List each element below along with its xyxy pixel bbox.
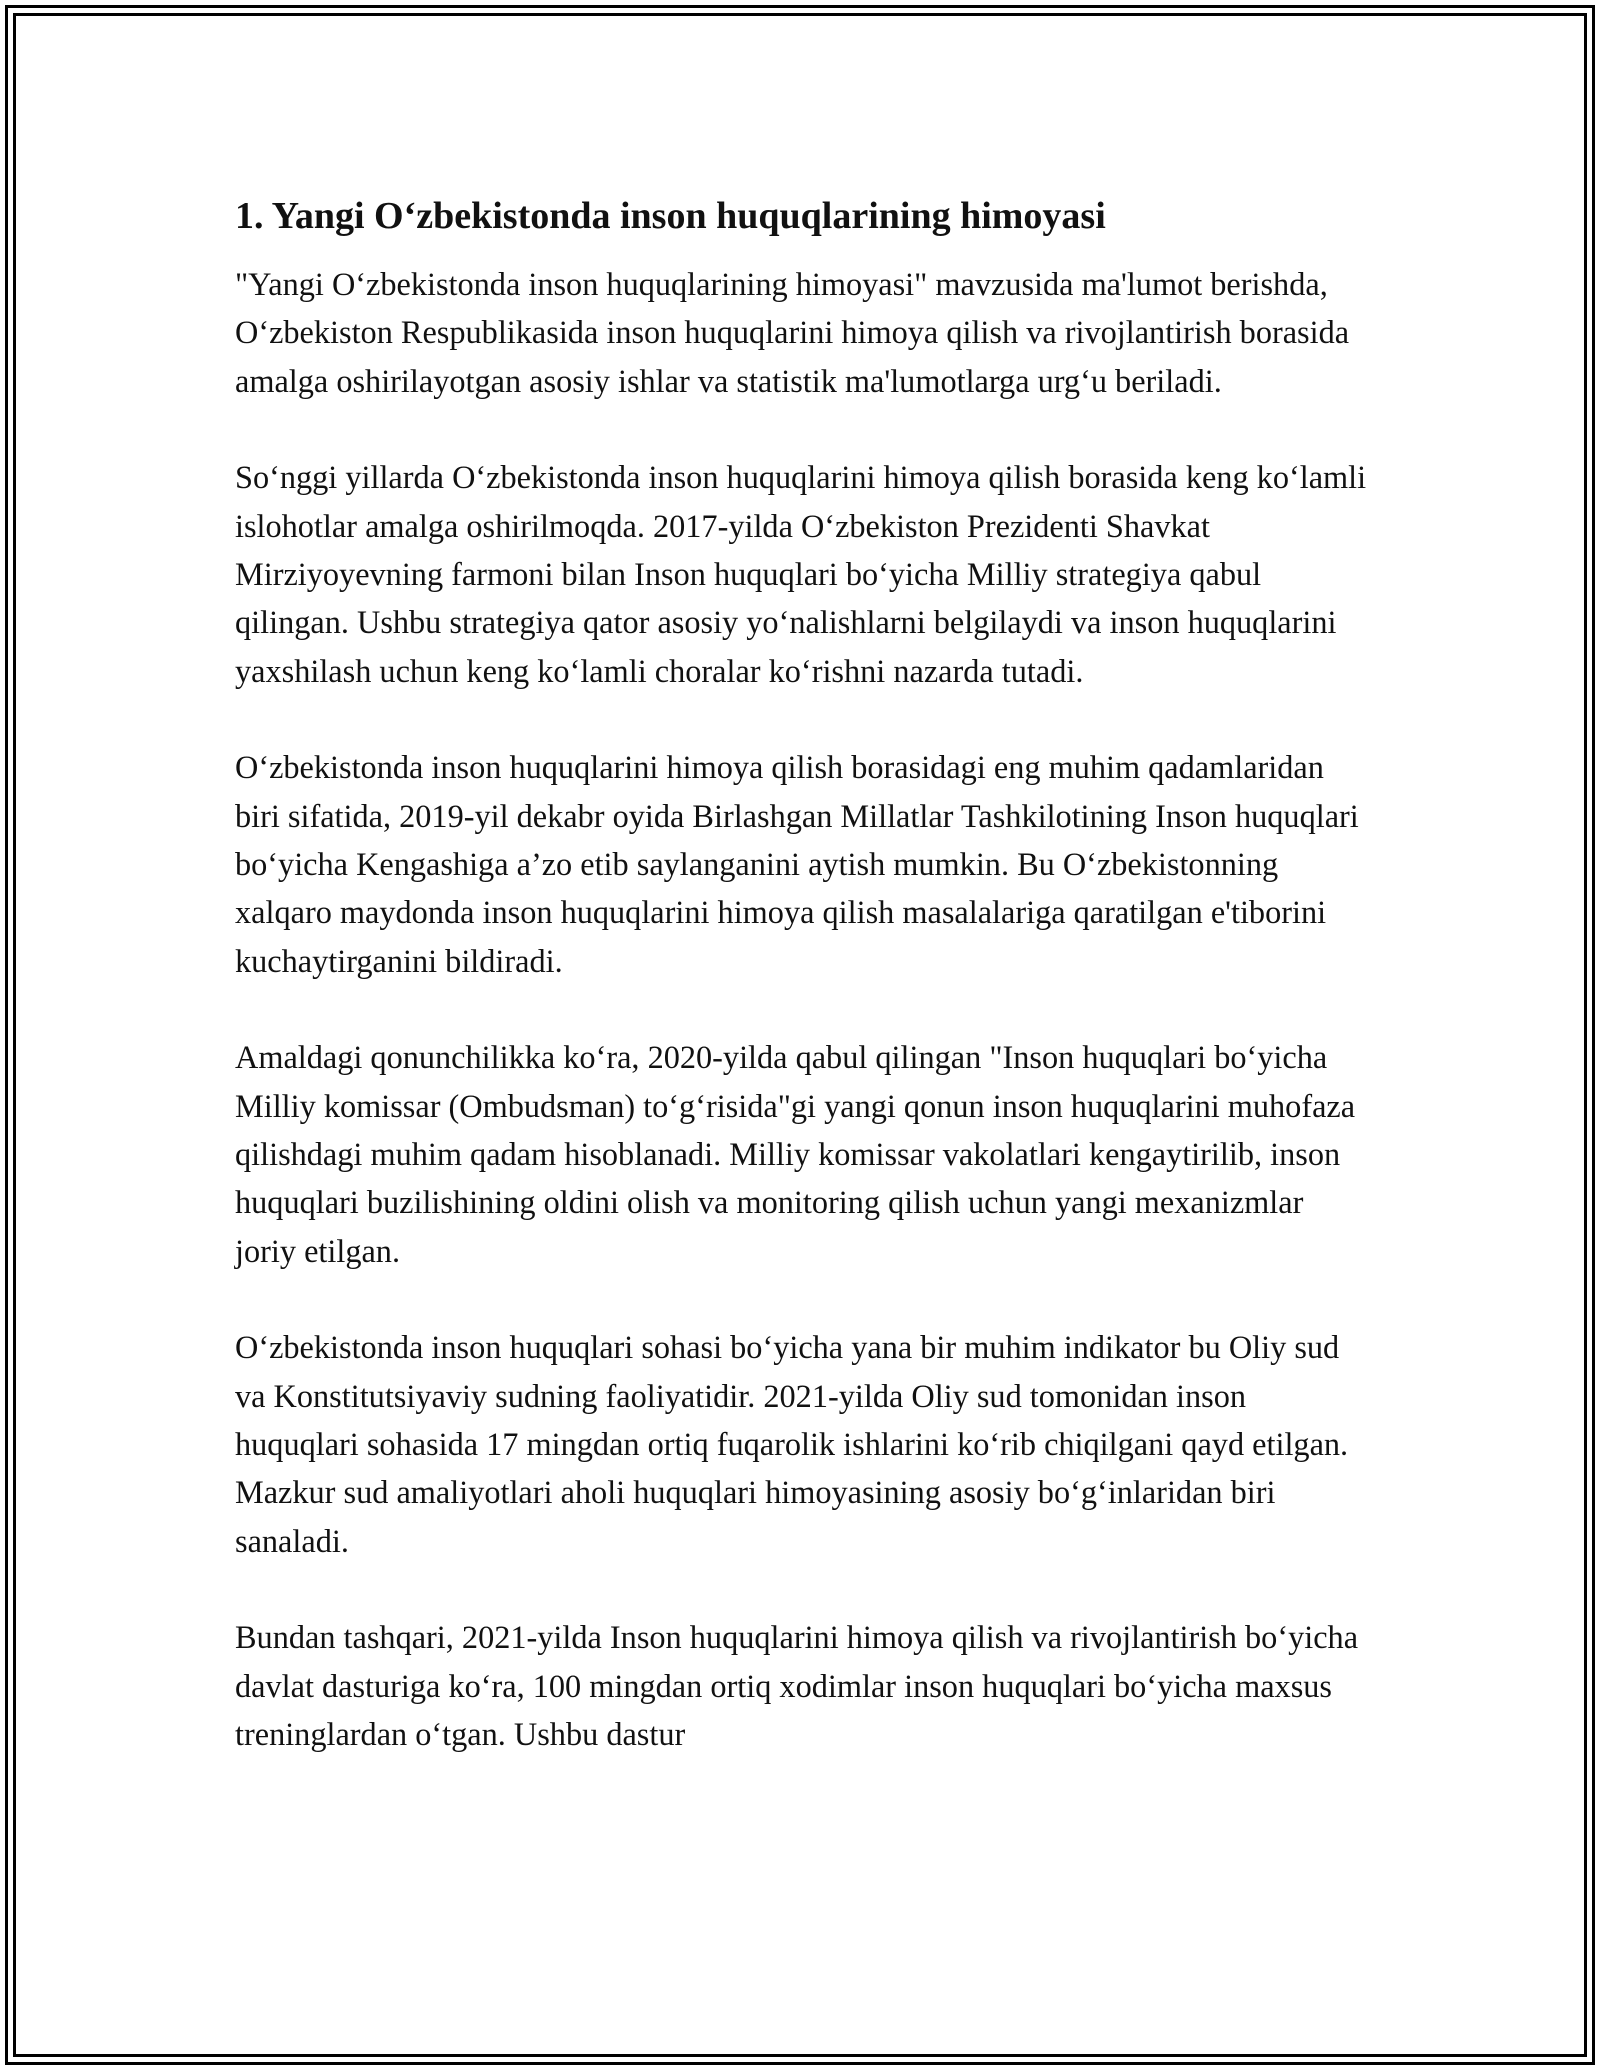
paragraph-1: "Yangi O‘zbekistonda inson huquqlarining himoyasi" mavzusida ma'lumot berishda, O‘zbekiston Respublikasida inson huquqlarini himoya qilish va rivojlantirish borasida amalga oshirilayotgan asosiy ishlar va statistik ma'lumotlarga urg‘u beriladi. — [235, 266, 1350, 399]
document-body — [235, 182, 1370, 1758]
paragraph-2: So‘nggi yillarda O‘zbekistonda inson huquqlarini himoya qilish borasida keng ko‘lamli islohotlar amalga oshirilmoqda. 2017-yilda O‘zbekiston Prezidenti Shavkat Mirziyoyevning farmoni bilan Inson huquqlari bo‘yicha Milliy strategiya qabul qilingan. Ushbu strategiya qator asosiy yo‘nalishlarni belgilaydi va inson huquqlarini yaxshilash uchun keng ko‘lamli choralar ko‘rishni nazarda tutadi. — [235, 459, 1367, 689]
paragraph-5: O‘zbekistonda inson huquqlari sohasi bo‘yicha yana bir muhim indikator bu Oliy sud va Konstitutsiyaviy sudning faoliyatidir. 2021-yilda Oliy sud tomonidan inson huquqlari sohasida 17 mingdan ortiq fuqarolik ishlarini ko‘rib chiqilgani qayd etilgan. Mazkur sud amaliyotlari aholi huquqlari himoyasining asosiy bo‘g‘inlaridan biri sanaladi. — [235, 1329, 1349, 1559]
paragraph-3: O‘zbekistonda inson huquqlarini himoya qilish borasidagi eng muhim qadamlaridan biri sifatida, 2019-yil dekabr oyida Birlashgan Millatlar Tashkilotining Inson huquqlari bo‘yicha Kengashiga a’zo etib saylanganini aytish mumkin. Bu O‘zbekistonning xalqaro maydonda inson huquqlarini himoya qilish masalalariga qaratilgan e'tiborini kuchaytirganini bildiradi. — [235, 749, 1359, 979]
section-heading: 1. Yangi O‘zbekistonda inson huquqlarining himoyasi — [235, 195, 1106, 237]
paragraph-6: Bundan tashqari, 2021-yilda Inson huquqlarini himoya qilish va rivojlantirish bo‘yicha davlat dasturiga ko‘ra, 100 mingdan ortiq xodimlar inson huquqlari bo‘yicha maxsus treninglardan o‘tgan. Ushbu dastur — [235, 1619, 1359, 1752]
paragraph-4: Amaldagi qonunchilikka ko‘ra, 2020-yilda qabul qilingan "Inson huquqlari bo‘yicha Milliy komissar (Ombudsman) to‘g‘risida"gi yangi qonun inson huquqlarini muhofaza qilishdagi muhim qadam hisoblanadi. Milliy komissar vakolatlari kengaytirilib, inson huquqlari buzilishining oldini olish va monitoring qilish uchun yangi mexanizmlar joriy etilgan. — [235, 1039, 1356, 1269]
